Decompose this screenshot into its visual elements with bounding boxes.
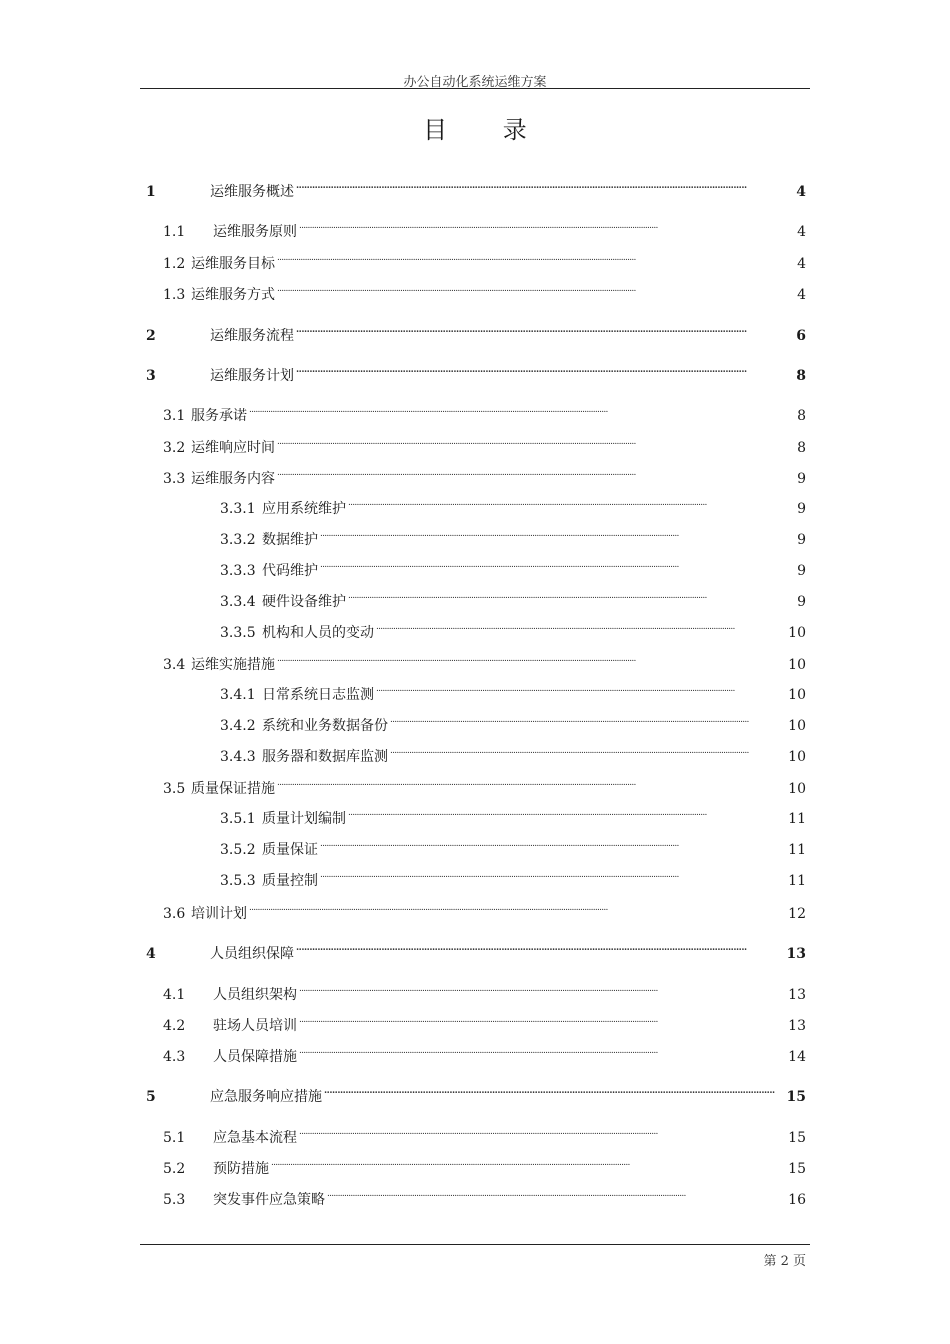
toc-entry[interactable] xyxy=(220,493,806,517)
toc-entry-number: 4.2 xyxy=(163,1018,186,1034)
toc-entry-page: 13 xyxy=(786,946,806,962)
toc-entry-page: 11 xyxy=(788,842,806,858)
toc-entry-title: 突发事件应急策略 xyxy=(213,1192,325,1208)
toc-entry-title: 运维服务计划 xyxy=(210,368,294,384)
toc-entry[interactable] xyxy=(163,1010,806,1034)
toc-dot-leader xyxy=(320,834,786,854)
toc-dot-leader xyxy=(324,1081,785,1101)
toc-entry-page: 12 xyxy=(788,906,806,922)
toc-entry-title: 应急基本流程 xyxy=(213,1130,297,1146)
toc-entry[interactable] xyxy=(163,979,806,1003)
toc-entry[interactable] xyxy=(220,834,806,858)
toc-entry[interactable] xyxy=(163,463,806,487)
toc-entry-page: 9 xyxy=(797,501,806,517)
toc-dot-leader xyxy=(376,679,786,699)
toc-entry-title: 运维响应时间 xyxy=(191,440,275,456)
toc-entry-page: 10 xyxy=(788,657,806,673)
toc-entry-number: 3.3 xyxy=(163,471,186,487)
toc-entry-page: 9 xyxy=(797,594,806,610)
toc-dot-leader xyxy=(348,803,786,823)
toc-entry-page: 10 xyxy=(788,625,806,641)
toc-dot-leader xyxy=(327,1184,786,1204)
toc-entry-number: 3.3.2 xyxy=(220,532,256,548)
toc-entry[interactable] xyxy=(163,1041,806,1065)
toc-entry[interactable] xyxy=(220,741,806,765)
toc-entry-number: 3.5.3 xyxy=(220,873,256,889)
toc-entry[interactable] xyxy=(163,216,806,240)
toc-dot-leader xyxy=(296,360,792,380)
toc-entry-title: 运维服务方式 xyxy=(191,287,275,303)
toc-entry[interactable] xyxy=(163,432,806,456)
toc-entry-page: 9 xyxy=(797,471,806,487)
toc-entry-title: 驻场人员培训 xyxy=(213,1018,297,1034)
toc-entry-page: 4 xyxy=(797,256,806,272)
toc-entry-title: 应用系统维护 xyxy=(262,501,346,517)
toc-entry-number: 5.2 xyxy=(163,1161,186,1177)
page-number: 第 2 页 xyxy=(763,1254,806,1269)
toc-entry-number: 5 xyxy=(146,1089,156,1105)
toc-entry-title: 日常系统日志监测 xyxy=(262,687,374,703)
toc-dot-leader xyxy=(277,248,792,268)
toc-entry[interactable] xyxy=(163,279,806,303)
toc-entry-title: 服务器和数据库监测 xyxy=(262,749,388,765)
toc-entry-title: 系统和业务数据备份 xyxy=(262,718,388,734)
toc-entry-title: 质量保证措施 xyxy=(191,781,275,797)
toc-entry[interactable] xyxy=(146,320,806,344)
toc-entry-page: 4 xyxy=(797,224,806,240)
toc-entry-number: 3.2 xyxy=(163,440,186,456)
toc-entry-page: 6 xyxy=(796,328,806,344)
toc-entry-number: 3.3.1 xyxy=(220,501,256,517)
toc-dot-leader xyxy=(249,400,792,420)
toc-dot-leader xyxy=(277,649,786,669)
toc-entry-page: 13 xyxy=(788,1018,806,1034)
toc-entry-title: 质量保证 xyxy=(262,842,318,858)
toc-entry-title: 预防措施 xyxy=(213,1161,269,1177)
toc-dot-leader xyxy=(277,432,792,452)
toc-dot-leader xyxy=(299,1010,786,1030)
toc-entry-number: 5.1 xyxy=(163,1130,186,1146)
toc-entry-number: 3.3.3 xyxy=(220,563,256,579)
toc-entry-page: 15 xyxy=(788,1161,806,1177)
toc-entry[interactable] xyxy=(220,679,806,703)
toc-dot-leader xyxy=(249,898,786,918)
toc-entry[interactable] xyxy=(146,360,806,384)
toc-entry-page: 16 xyxy=(788,1192,806,1208)
toc-entry-page: 10 xyxy=(788,749,806,765)
toc-dot-leader xyxy=(299,979,786,999)
toc-entry-title: 质量计划编制 xyxy=(262,811,346,827)
toc-entry[interactable] xyxy=(163,248,806,272)
toc-entry-page: 8 xyxy=(797,440,806,456)
toc-dot-leader xyxy=(299,1122,786,1142)
toc-dot-leader xyxy=(390,741,786,761)
toc-entry[interactable] xyxy=(163,649,806,673)
toc-entry-number: 4.1 xyxy=(163,987,186,1003)
toc-entry-number: 3.1 xyxy=(163,408,186,424)
toc-entry-number: 4.3 xyxy=(163,1049,186,1065)
toc-entry-page: 14 xyxy=(788,1049,806,1065)
toc-entry-number: 3 xyxy=(146,368,156,384)
toc-entry-title: 硬件设备维护 xyxy=(262,594,346,610)
toc-dot-leader xyxy=(277,773,786,793)
toc-dot-leader xyxy=(320,524,792,544)
toc-entry-title: 运维服务原则 xyxy=(213,224,297,240)
toc-entry-number: 3.3.5 xyxy=(220,625,256,641)
toc-entry-number: 3.4.3 xyxy=(220,749,256,765)
toc-entry-title: 数据维护 xyxy=(262,532,318,548)
toc-dot-leader xyxy=(299,1041,786,1061)
toc-dot-leader xyxy=(277,463,792,483)
toc-entry[interactable] xyxy=(220,865,806,889)
toc-entry-title: 机构和人员的变动 xyxy=(262,625,374,641)
toc-dot-leader xyxy=(277,279,792,299)
toc-entry-page: 9 xyxy=(797,532,806,548)
toc-entry-page: 9 xyxy=(797,563,806,579)
toc-entry-page: 8 xyxy=(797,408,806,424)
toc-entry-number: 3.6 xyxy=(163,906,186,922)
toc-entry-number: 3.4 xyxy=(163,657,186,673)
toc-entry-title: 服务承诺 xyxy=(191,408,247,424)
toc-dot-leader xyxy=(271,1153,786,1173)
toc-dot-leader xyxy=(348,493,792,513)
toc-entry[interactable] xyxy=(220,586,806,610)
toc-entry-title: 运维服务内容 xyxy=(191,471,275,487)
toc-entry-page: 13 xyxy=(788,987,806,1003)
toc-entry[interactable] xyxy=(220,617,806,641)
toc-entry-title: 代码维护 xyxy=(262,563,318,579)
toc-entry-number: 1.1 xyxy=(163,224,186,240)
toc-entry-page: 11 xyxy=(788,811,806,827)
toc-dot-leader xyxy=(296,176,792,196)
toc-entry-title: 质量控制 xyxy=(262,873,318,889)
toc-entry-page: 15 xyxy=(786,1089,806,1105)
toc-entry-page: 8 xyxy=(796,368,806,384)
toc-entry[interactable] xyxy=(220,710,806,734)
toc-dot-leader xyxy=(348,586,792,606)
toc-entry-number: 3.3.4 xyxy=(220,594,256,610)
toc-entry-title: 运维服务流程 xyxy=(210,328,294,344)
toc-entry-page: 10 xyxy=(788,781,806,797)
toc-entry-page: 10 xyxy=(788,718,806,734)
toc-entry-title: 应急服务响应措施 xyxy=(210,1089,322,1105)
toc-entry-page: 15 xyxy=(788,1130,806,1146)
toc-entry[interactable] xyxy=(220,524,806,548)
toc-dot-leader xyxy=(376,617,786,637)
toc-entry-number: 3.4.1 xyxy=(220,687,256,703)
toc-entry-number: 3.5.2 xyxy=(220,842,256,858)
toc-entry-title: 人员保障措施 xyxy=(213,1049,297,1065)
toc-entry-title: 运维实施措施 xyxy=(191,657,275,673)
toc-entry[interactable] xyxy=(163,400,806,424)
toc-dot-leader xyxy=(320,555,792,575)
toc-entry[interactable] xyxy=(163,1153,806,1177)
toc-entry[interactable] xyxy=(146,1081,806,1105)
toc-entry[interactable] xyxy=(163,898,806,922)
toc-entry-number: 1.3 xyxy=(163,287,186,303)
toc-dot-leader xyxy=(296,938,785,958)
toc-dot-leader xyxy=(296,320,792,340)
toc-entry[interactable] xyxy=(220,803,806,827)
toc-entry-number: 4 xyxy=(146,946,156,962)
toc-dot-leader xyxy=(390,710,786,730)
toc-entry-title: 人员组织架构 xyxy=(213,987,297,1003)
toc-entry-number: 1 xyxy=(146,184,156,200)
toc-entry-title: 运维服务概述 xyxy=(210,184,294,200)
toc-entry-title: 运维服务目标 xyxy=(191,256,275,272)
toc-entry[interactable] xyxy=(163,1184,806,1208)
toc-entry-page: 4 xyxy=(797,287,806,303)
toc-entry-title: 培训计划 xyxy=(191,906,247,922)
toc-entry-number: 1.2 xyxy=(163,256,186,272)
toc-entry-number: 3.5 xyxy=(163,781,186,797)
toc-entry[interactable] xyxy=(220,555,806,579)
toc-entry-page: 4 xyxy=(796,184,806,200)
page-header-title: 办公自动化系统运维方案 xyxy=(403,75,547,90)
toc-entry-title: 人员组织保障 xyxy=(210,946,294,962)
toc-entry-page: 11 xyxy=(788,873,806,889)
footer-divider xyxy=(140,1244,810,1245)
toc-heading: 目 录 xyxy=(423,116,551,144)
toc-dot-leader xyxy=(320,865,786,885)
toc-entry-page: 10 xyxy=(788,687,806,703)
toc-dot-leader xyxy=(299,216,792,236)
toc-entry-number: 3.5.1 xyxy=(220,811,256,827)
toc-entry-number: 2 xyxy=(146,328,156,344)
toc-entry[interactable] xyxy=(146,938,806,962)
toc-entry-number: 3.4.2 xyxy=(220,718,256,734)
toc-entry[interactable] xyxy=(146,176,806,200)
toc-entry[interactable] xyxy=(163,773,806,797)
toc-entry[interactable] xyxy=(163,1122,806,1146)
toc-entry-number: 5.3 xyxy=(163,1192,186,1208)
